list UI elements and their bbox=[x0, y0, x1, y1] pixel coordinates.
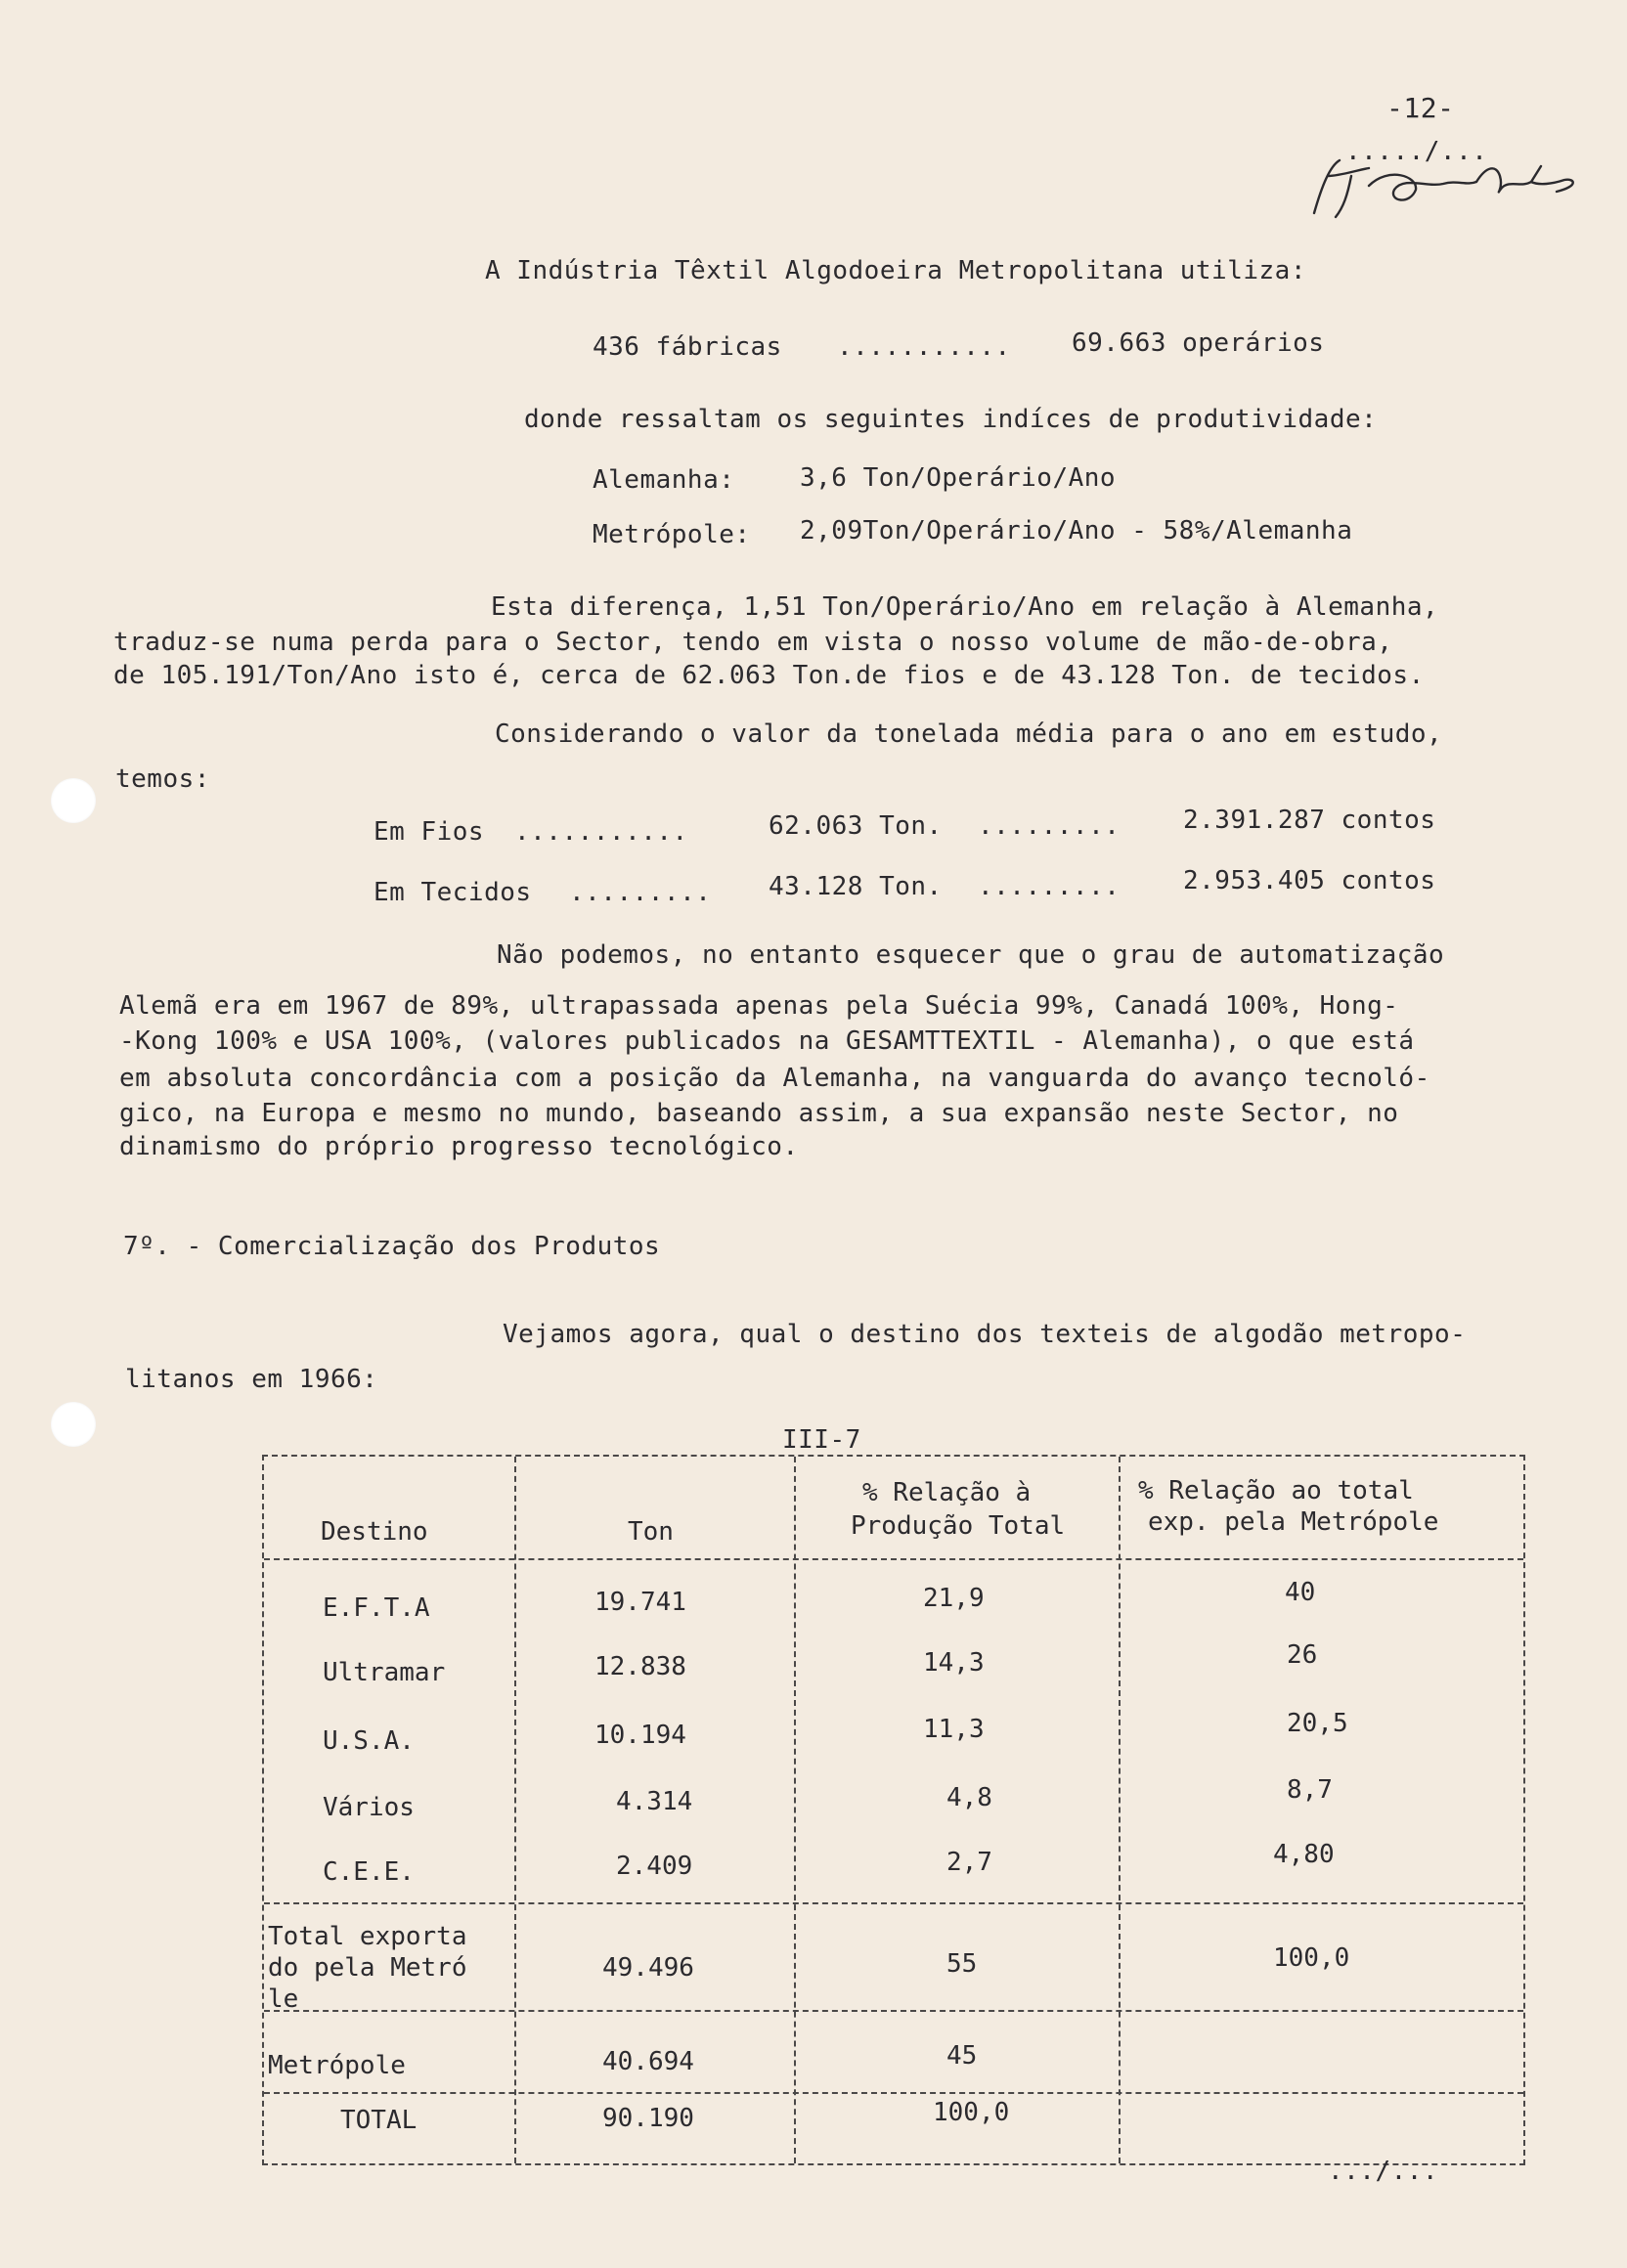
paragraph2-line1: Considerando o valor da tonelada média para o ano em estudo, bbox=[495, 720, 1443, 749]
paragraph3-line3: -Kong 100% e USA 100%, (valores publicados na GESAMTTEXTIL - Alemanha), o que está bbox=[119, 1026, 1415, 1056]
value-dots-fios: ........... bbox=[514, 817, 688, 847]
cell-rel-exp: 4,80 bbox=[1273, 1840, 1335, 1869]
paragraph2-line2: temos: bbox=[115, 764, 210, 794]
destination-table bbox=[262, 1455, 1525, 2165]
value-tons-fios: 62.063 Ton. bbox=[769, 811, 943, 841]
cell-total-ton: 90.190 bbox=[602, 2104, 694, 2133]
table-row-divider bbox=[264, 2092, 1523, 2094]
table-col-divider bbox=[514, 1457, 516, 2163]
cell-total-rel-prod: 100,0 bbox=[933, 2098, 1010, 2127]
cell-metropole-label: Metrópole bbox=[268, 2051, 406, 2080]
section-heading: 7º. - Comercialização dos Produtos bbox=[123, 1232, 661, 1261]
paragraph3-line5: gico, na Europa e mesmo no mundo, baseando assim, a sua expansão neste Sector, no bbox=[119, 1099, 1399, 1128]
header-rel-exp-line2: exp. pela Metrópole bbox=[1148, 1507, 1439, 1537]
productivity-label-metropole: Metrópole: bbox=[593, 520, 751, 549]
cell-rel-prod: 21,9 bbox=[923, 1584, 985, 1613]
cell-rel-prod: 2,7 bbox=[946, 1848, 992, 1877]
value-label-fios: Em Fios bbox=[374, 817, 485, 847]
table-row-divider bbox=[264, 1558, 1523, 1560]
table-id: III-7 bbox=[782, 1425, 861, 1455]
value-dots2-fios: ......... bbox=[978, 811, 1121, 841]
section-line1: Vejamos agora, qual o destino dos texteis de algodão metropo- bbox=[503, 1320, 1467, 1349]
paragraph3-line4: em absoluta concordância com a posição da Alemanha, na vanguarda do avanço tecnoló- bbox=[119, 1064, 1430, 1093]
cell-metropole-rel-prod: 45 bbox=[946, 2041, 978, 2071]
header-destino: Destino bbox=[321, 1517, 428, 1547]
cell-total-export-label-1: Total exporta bbox=[268, 1922, 467, 1951]
productivity-label-alemanha: Alemanha: bbox=[593, 465, 735, 495]
table-col-divider bbox=[794, 1457, 796, 2163]
cell-rel-exp: 40 bbox=[1285, 1578, 1316, 1607]
cell-ton: 2.409 bbox=[616, 1852, 693, 1881]
punch-hole-top bbox=[51, 778, 96, 823]
productivity-intro: donde ressaltam os seguintes indíces de produtividade: bbox=[524, 405, 1378, 434]
cell-rel-exp: 20,5 bbox=[1287, 1709, 1348, 1738]
continuation-bottom: .../... bbox=[1328, 2157, 1439, 2186]
cell-rel-prod: 11,3 bbox=[923, 1715, 985, 1744]
value-dots-tecidos: ......... bbox=[569, 878, 712, 907]
cell-total-export-label-2: do pela Metró bbox=[268, 1953, 467, 1983]
cell-ton: 12.838 bbox=[594, 1652, 686, 1681]
header-rel-prod-line2: Produção Total bbox=[851, 1511, 1066, 1541]
value-label-tecidos: Em Tecidos bbox=[374, 878, 532, 907]
cell-rel-prod: 4,8 bbox=[946, 1783, 992, 1812]
factories-count: 436 fábricas bbox=[593, 332, 782, 362]
cell-total-export-label-3: le bbox=[268, 1984, 299, 2014]
page-number: -12- bbox=[1386, 92, 1455, 124]
cell-ton: 4.314 bbox=[616, 1787, 693, 1816]
signature-image bbox=[1300, 147, 1594, 235]
cell-metropole-ton: 40.694 bbox=[602, 2047, 694, 2076]
cell-ton: 10.194 bbox=[594, 1721, 686, 1750]
header-rel-prod-line1: % Relação à bbox=[862, 1478, 1032, 1507]
cell-rel-prod: 14,3 bbox=[923, 1648, 985, 1678]
value-amount-fios: 2.391.287 contos bbox=[1183, 806, 1436, 835]
factories-dots: ........... bbox=[837, 332, 1011, 362]
paragraph1-line1: Esta diferença, 1,51 Ton/Operário/Ano em relação à Alemanha, bbox=[491, 592, 1439, 622]
header-ton: Ton bbox=[628, 1517, 674, 1547]
cell-destino: E.F.T.A bbox=[323, 1593, 430, 1623]
cell-destino: U.S.A. bbox=[323, 1726, 415, 1756]
value-dots2-tecidos: ......... bbox=[978, 872, 1121, 901]
value-amount-tecidos: 2.953.405 contos bbox=[1183, 866, 1436, 895]
cell-destino: Vários bbox=[323, 1793, 415, 1822]
paragraph3-line2: Alemã era em 1967 de 89%, ultrapassada apenas pela Suécia 99%, Canadá 100%, Hong- bbox=[119, 991, 1399, 1021]
cell-total-label: TOTAL bbox=[340, 2106, 418, 2135]
cell-rel-exp: 26 bbox=[1287, 1640, 1318, 1670]
cell-destino: C.E.E. bbox=[323, 1857, 415, 1887]
continuation-top: ...../... bbox=[1345, 137, 1488, 166]
productivity-value-alemanha: 3,6 Ton/Operário/Ano bbox=[800, 463, 1117, 493]
table-row-divider bbox=[264, 2010, 1523, 2012]
cell-total-export-rel-exp: 100,0 bbox=[1273, 1943, 1350, 1973]
cell-ton: 19.741 bbox=[594, 1588, 686, 1617]
cell-rel-exp: 8,7 bbox=[1287, 1775, 1333, 1805]
section-line2: litanos em 1966: bbox=[125, 1365, 378, 1394]
paragraph3-line6: dinamismo do próprio progresso tecnológico. bbox=[119, 1132, 799, 1161]
header-rel-exp-line1: % Relação ao total bbox=[1138, 1476, 1414, 1505]
cell-total-export-rel-prod: 55 bbox=[946, 1949, 978, 1979]
paragraph3-line1: Não podemos, no entanto esquecer que o grau de automatização bbox=[497, 940, 1445, 970]
paragraph1-line2: traduz-se numa perda para o Sector, tendo em vista o nosso volume de mão-de-obra, bbox=[113, 628, 1393, 657]
intro-line: A Indústria Têxtil Algodoeira Metropolitana utiliza: bbox=[485, 256, 1306, 285]
productivity-value-metropole: 2,09Ton/Operário/Ano - 58%/Alemanha bbox=[800, 516, 1353, 545]
cell-destino: Ultramar bbox=[323, 1658, 446, 1687]
table-col-divider bbox=[1119, 1457, 1121, 2163]
paragraph1-line3: de 105.191/Ton/Ano isto é, cerca de 62.063 Ton.de fios e de 43.128 Ton. de tecidos. bbox=[113, 661, 1425, 690]
workers-count: 69.663 operários bbox=[1072, 328, 1325, 358]
value-tons-tecidos: 43.128 Ton. bbox=[769, 872, 943, 901]
punch-hole-bottom bbox=[51, 1402, 96, 1447]
cell-total-export-ton: 49.496 bbox=[602, 1953, 694, 1983]
table-row-divider bbox=[264, 1902, 1523, 1904]
